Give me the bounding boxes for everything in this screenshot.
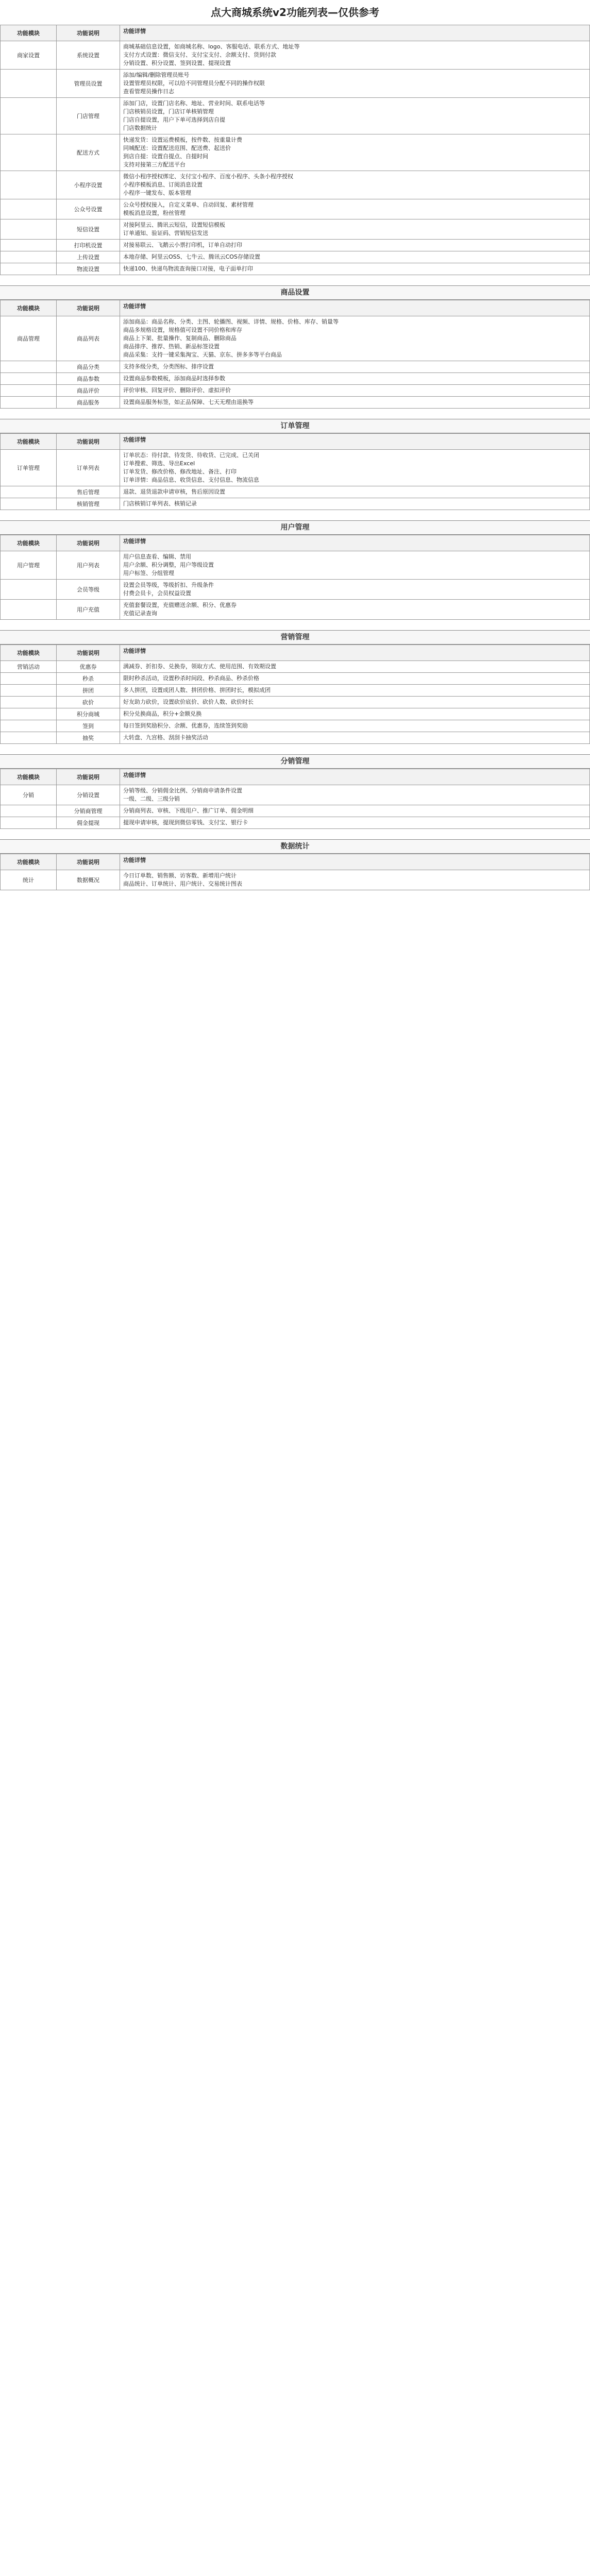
detail-cell (120, 397, 590, 409)
table-row (1, 385, 590, 397)
detail-cell (120, 785, 590, 805)
detail-line: 充值套餐设置，充值赠送余额、积分、优惠券 (123, 602, 237, 608)
module-cell (1, 805, 57, 817)
module-cell (1, 732, 57, 744)
detail-cell (120, 373, 590, 385)
column-header-feature: 功能说明 (57, 300, 120, 316)
feature-cell: 核销管理 (57, 498, 120, 510)
detail-line: 快递发货：设置运费模板，按件数、按重量计费 (123, 137, 242, 143)
detail-cell (120, 41, 590, 70)
table-header-row (1, 645, 590, 661)
module-cell (1, 98, 57, 134)
feature-cell: 秒杀 (57, 673, 120, 685)
detail-cell (120, 720, 590, 732)
module-cell (1, 251, 57, 263)
detail-line: 限时秒杀活动，设置秒杀时间段、秒杀商品、秒杀价格 (123, 675, 259, 682)
detail-line: 添加商品：商品名称、分类、主图、轮播图、视频、详情、规格、价格、库存、销量等 (123, 318, 339, 325)
detail-line: 门店数据统计 (123, 125, 157, 131)
table-row (1, 41, 590, 70)
feature-cell: 配送方式 (57, 134, 120, 171)
detail-line: 用户标签、分组管理 (123, 570, 174, 577)
detail-cell (120, 661, 590, 673)
module-cell (1, 219, 57, 240)
detail-cell (120, 673, 590, 685)
feature-cell: 签到 (57, 720, 120, 732)
section-title: 数据统计 (0, 839, 590, 854)
detail-line: 门店核销员设置，门店订单核销管理 (123, 108, 214, 115)
module-cell (1, 486, 57, 498)
detail-line: 订单通知、验证码、营销短信发送 (123, 230, 208, 236)
feature-cell: 会员等级 (57, 580, 120, 600)
column-header-module: 功能模块 (1, 854, 57, 870)
detail-line: 支持对接第三方配送平台 (123, 161, 186, 168)
detail-line: 提现申请审核，提现到微信零钱、支付宝、银行卡 (123, 819, 248, 826)
table-row (1, 219, 590, 240)
feature-cell: 售后管理 (57, 486, 120, 498)
table-row (1, 486, 590, 498)
feature-cell: 短信设置 (57, 219, 120, 240)
detail-cell (120, 171, 590, 199)
feature-cell: 分销商管理 (57, 805, 120, 817)
detail-line: 添加/编辑/删除管理员账号 (123, 72, 190, 78)
feature-cell: 商品参数 (57, 373, 120, 385)
column-header-feature: 功能说明 (57, 25, 120, 41)
table-row (1, 98, 590, 134)
detail-cell (120, 551, 590, 580)
module-cell (1, 70, 57, 98)
table-row (1, 70, 590, 98)
feature-cell: 打印机设置 (57, 240, 120, 251)
detail-line: 付费会员卡，会员权益设置 (123, 590, 191, 597)
detail-line: 每日签到奖励积分、余额、优惠券，连续签到奖励 (123, 722, 248, 729)
feature-cell: 用户列表 (57, 551, 120, 580)
table-row (1, 732, 590, 744)
table-row (1, 240, 590, 251)
detail-line: 设置商品服务标签，如正品保障、七天无理由退换等 (123, 399, 254, 405)
feature-cell: 抽奖 (57, 732, 120, 744)
detail-line: 小程序一键发布、版本管理 (123, 190, 191, 196)
detail-line: 查看管理员操作日志 (123, 88, 174, 95)
detail-line: 门店自提设置，用户下单可选择到店自提 (123, 116, 225, 123)
detail-line: 今日订单数、销售额、访客数、新增用户统计 (123, 872, 237, 879)
detail-line: 退款、退货退款申请审核，售后原因设置 (123, 488, 225, 495)
feature-table (0, 769, 590, 829)
document-title: 点大商城系统v2功能列表—仅供参考 (211, 6, 379, 19)
table-row (1, 785, 590, 805)
detail-line: 订单详情：商品信息、收货信息、支付信息、物流信息 (123, 477, 259, 483)
detail-line: 订单状态：待付款、待发货、待收货、已完成、已关闭 (123, 452, 259, 459)
detail-line: 商品统计、订单统计、用户统计、交易统计图表 (123, 880, 242, 887)
detail-line: 分销等级、分销佣金比例、分销商申请条件设置 (123, 787, 242, 794)
feature-cell: 公众号设置 (57, 199, 120, 219)
detail-cell (120, 199, 590, 219)
module-cell (1, 685, 57, 697)
table-row (1, 720, 590, 732)
table-row (1, 817, 590, 829)
sections-container (0, 25, 590, 890)
detail-line: 小程序模板消息、订阅消息设置 (123, 181, 203, 188)
detail-cell (120, 450, 590, 486)
table-row (1, 361, 590, 373)
feature-cell: 积分商城 (57, 708, 120, 720)
detail-cell (120, 98, 590, 134)
feature-table (0, 433, 590, 510)
table-row (1, 661, 590, 673)
detail-cell (120, 685, 590, 697)
column-header-detail: 功能详情 (120, 434, 590, 450)
detail-line: 商品排序、推荐、热销、新品标签设置 (123, 343, 220, 350)
table-row (1, 708, 590, 720)
table-row (1, 450, 590, 486)
column-header-detail: 功能详情 (120, 25, 590, 41)
detail-cell (120, 240, 590, 251)
detail-cell (120, 498, 590, 510)
module-cell: 订单管理 (1, 450, 57, 486)
detail-line: 设置会员等级，等级折扣、升级条件 (123, 582, 214, 588)
detail-line: 对接易联云、飞鹅云小票打印机，订单自动打印 (123, 242, 242, 248)
detail-cell (120, 251, 590, 263)
table-row (1, 580, 590, 600)
detail-line: 订单发货、修改价格、修改地址、备注、打印 (123, 468, 237, 475)
column-header-detail: 功能详情 (120, 535, 590, 551)
module-cell (1, 720, 57, 732)
module-cell: 营销活动 (1, 661, 57, 673)
feature-cell: 商品服务 (57, 397, 120, 409)
module-cell (1, 385, 57, 397)
module-cell (1, 263, 57, 275)
feature-table (0, 645, 590, 744)
detail-line: 满减券、折扣券、兑换券，领取方式、使用范围、有效期设置 (123, 663, 276, 670)
column-header-module: 功能模块 (1, 535, 57, 551)
module-cell: 商家设置 (1, 41, 57, 70)
module-cell: 统计 (1, 870, 57, 890)
section-gap (0, 409, 590, 419)
detail-line: 商城基础信息设置，如商城名称、logo、客服电话、联系方式、地址等 (123, 43, 300, 50)
module-cell: 分销 (1, 785, 57, 805)
feature-cell: 佣金提现 (57, 817, 120, 829)
column-header-detail: 功能详情 (120, 769, 590, 785)
column-header-module: 功能模块 (1, 25, 57, 41)
module-cell (1, 134, 57, 171)
table-header-row (1, 535, 590, 551)
detail-line: 到店自提：设置自提点、自提时间 (123, 153, 208, 160)
feature-cell: 门店管理 (57, 98, 120, 134)
section-gap (0, 620, 590, 630)
detail-line: 商品上下架、批量操作、复制商品、删除商品 (123, 335, 237, 342)
detail-line: 支付方式设置：微信支付、支付宝支付、余额支付、货到付款 (123, 52, 276, 58)
detail-line: 公众号授权接入，自定义菜单、自动回复、素材管理 (123, 201, 254, 208)
detail-line: 模板消息设置，粉丝管理 (123, 210, 186, 216)
feature-cell: 上传设置 (57, 251, 120, 263)
table-header-row (1, 300, 590, 316)
column-header-feature: 功能说明 (57, 645, 120, 661)
detail-line: 设置管理员权限，可以给不同管理员分配不同的操作权限 (123, 80, 265, 87)
feature-cell: 优惠券 (57, 661, 120, 673)
section-title: 订单管理 (0, 419, 590, 433)
module-cell (1, 600, 57, 620)
table-row (1, 373, 590, 385)
detail-line: 快递100、快递鸟物流查询接口对接，电子面单打印 (123, 265, 253, 272)
detail-cell (120, 805, 590, 817)
table-row (1, 870, 590, 890)
section-gap (0, 829, 590, 839)
detail-cell (120, 263, 590, 275)
detail-cell (120, 870, 590, 890)
detail-line: 积分兑换商品，积分+金额兑换 (123, 710, 202, 717)
table-header-row (1, 769, 590, 785)
feature-cell: 商品评价 (57, 385, 120, 397)
section-gap (0, 275, 590, 285)
column-header-detail: 功能详情 (120, 645, 590, 661)
detail-cell (120, 385, 590, 397)
feature-cell: 数据概况 (57, 870, 120, 890)
section-title: 营销管理 (0, 630, 590, 645)
column-header-feature: 功能说明 (57, 769, 120, 785)
detail-line: 添加门店，设置门店名称、地址、营业时间、联系电话等 (123, 100, 265, 107)
detail-cell (120, 708, 590, 720)
detail-line: 评价审核、回复评价、删除评价、虚拟评价 (123, 387, 231, 394)
section-title: 商品设置 (0, 285, 590, 300)
feature-cell: 物流设置 (57, 263, 120, 275)
detail-line: 充值记录查询 (123, 610, 157, 617)
table-row (1, 134, 590, 171)
feature-table (0, 300, 590, 409)
column-header-feature: 功能说明 (57, 854, 120, 870)
column-header-module: 功能模块 (1, 434, 57, 450)
feature-table (0, 25, 590, 275)
detail-cell (120, 817, 590, 829)
detail-line: 同城配送：设置配送范围、配送费、起送价 (123, 145, 231, 151)
module-cell: 商品管理 (1, 316, 57, 361)
detail-cell (120, 316, 590, 361)
module-cell (1, 498, 57, 510)
detail-cell (120, 486, 590, 498)
table-row (1, 697, 590, 708)
detail-cell (120, 732, 590, 744)
section-gap (0, 510, 590, 520)
table-row (1, 673, 590, 685)
module-cell (1, 199, 57, 219)
detail-cell (120, 134, 590, 171)
feature-cell: 用户充值 (57, 600, 120, 620)
detail-cell (120, 580, 590, 600)
detail-line: 支持多级分类，分类图标、排序设置 (123, 363, 214, 370)
detail-line: 订单搜索、筛选、导出Excel (123, 460, 195, 467)
detail-cell (120, 361, 590, 373)
table-row (1, 171, 590, 199)
column-header-module: 功能模块 (1, 645, 57, 661)
detail-line: 大转盘、九宫格、刮刮卡抽奖活动 (123, 734, 208, 741)
module-cell (1, 580, 57, 600)
detail-line: 对接阿里云、腾讯云短信，设置短信模板 (123, 222, 225, 228)
column-header-detail: 功能详情 (120, 854, 590, 870)
module-cell (1, 817, 57, 829)
feature-cell: 管理员设置 (57, 70, 120, 98)
detail-line: 商品多规格设置，规格值可设置不同价格和库存 (123, 327, 242, 333)
detail-cell (120, 219, 590, 240)
module-cell (1, 240, 57, 251)
detail-cell (120, 70, 590, 98)
feature-cell: 商品分类 (57, 361, 120, 373)
feature-cell: 拼团 (57, 685, 120, 697)
feature-cell: 分销设置 (57, 785, 120, 805)
table-row (1, 551, 590, 580)
table-row (1, 805, 590, 817)
detail-line: 门店核销订单列表、核销记录 (123, 500, 197, 507)
detail-line: 分销商列表、审核、下级用户、推广订单、佣金明细 (123, 807, 254, 814)
column-header-feature: 功能说明 (57, 535, 120, 551)
detail-line: 好友助力砍价，设置砍价底价、砍价人数、砍价时长 (123, 699, 254, 705)
module-cell: 用户管理 (1, 551, 57, 580)
section-title: 分销管理 (0, 754, 590, 769)
table-row (1, 498, 590, 510)
module-cell (1, 171, 57, 199)
module-cell (1, 708, 57, 720)
module-cell (1, 673, 57, 685)
table-row (1, 199, 590, 219)
module-cell (1, 373, 57, 385)
table-row (1, 263, 590, 275)
section-title: 用户管理 (0, 520, 590, 535)
module-cell (1, 361, 57, 373)
table-row (1, 251, 590, 263)
detail-line: 微信小程序授权绑定、支付宝小程序、百度小程序、头条小程序授权 (123, 173, 293, 180)
column-header-feature: 功能说明 (57, 434, 120, 450)
detail-line: 商品采集：支持一键采集淘宝、天猫、京东、拼多多等平台商品 (123, 351, 282, 358)
column-header-module: 功能模块 (1, 300, 57, 316)
table-header-row (1, 434, 590, 450)
detail-line: 分销设置、积分设置、签到设置、提现设置 (123, 60, 231, 66)
module-cell (1, 397, 57, 409)
feature-cell: 系统设置 (57, 41, 120, 70)
feature-cell: 小程序设置 (57, 171, 120, 199)
column-header-detail: 功能详情 (120, 300, 590, 316)
detail-line: 设置商品参数模板，添加商品时选择参数 (123, 375, 225, 382)
table-row (1, 685, 590, 697)
column-header-module: 功能模块 (1, 769, 57, 785)
detail-line: 多人拼团，设置成团人数、拼团价格、拼团时长，模拟成团 (123, 687, 271, 693)
detail-line: 用户信息查看、编辑、禁用 (123, 553, 191, 560)
module-cell (1, 697, 57, 708)
table-row (1, 316, 590, 361)
detail-line: 本地存储、阿里云OSS、七牛云、腾讯云COS存储设置 (123, 253, 260, 260)
feature-table (0, 854, 590, 890)
detail-line: 一级、二级、三级分销 (123, 795, 180, 802)
table-row (1, 600, 590, 620)
feature-cell: 订单列表 (57, 450, 120, 486)
detail-line: 用户余额、积分调整，用户等级设置 (123, 562, 214, 568)
detail-cell (120, 600, 590, 620)
table-row (1, 397, 590, 409)
feature-cell: 商品列表 (57, 316, 120, 361)
table-header-row (1, 854, 590, 870)
table-header-row (1, 25, 590, 41)
feature-cell: 砍价 (57, 697, 120, 708)
feature-table (0, 535, 590, 620)
section-gap (0, 744, 590, 754)
detail-cell (120, 697, 590, 708)
